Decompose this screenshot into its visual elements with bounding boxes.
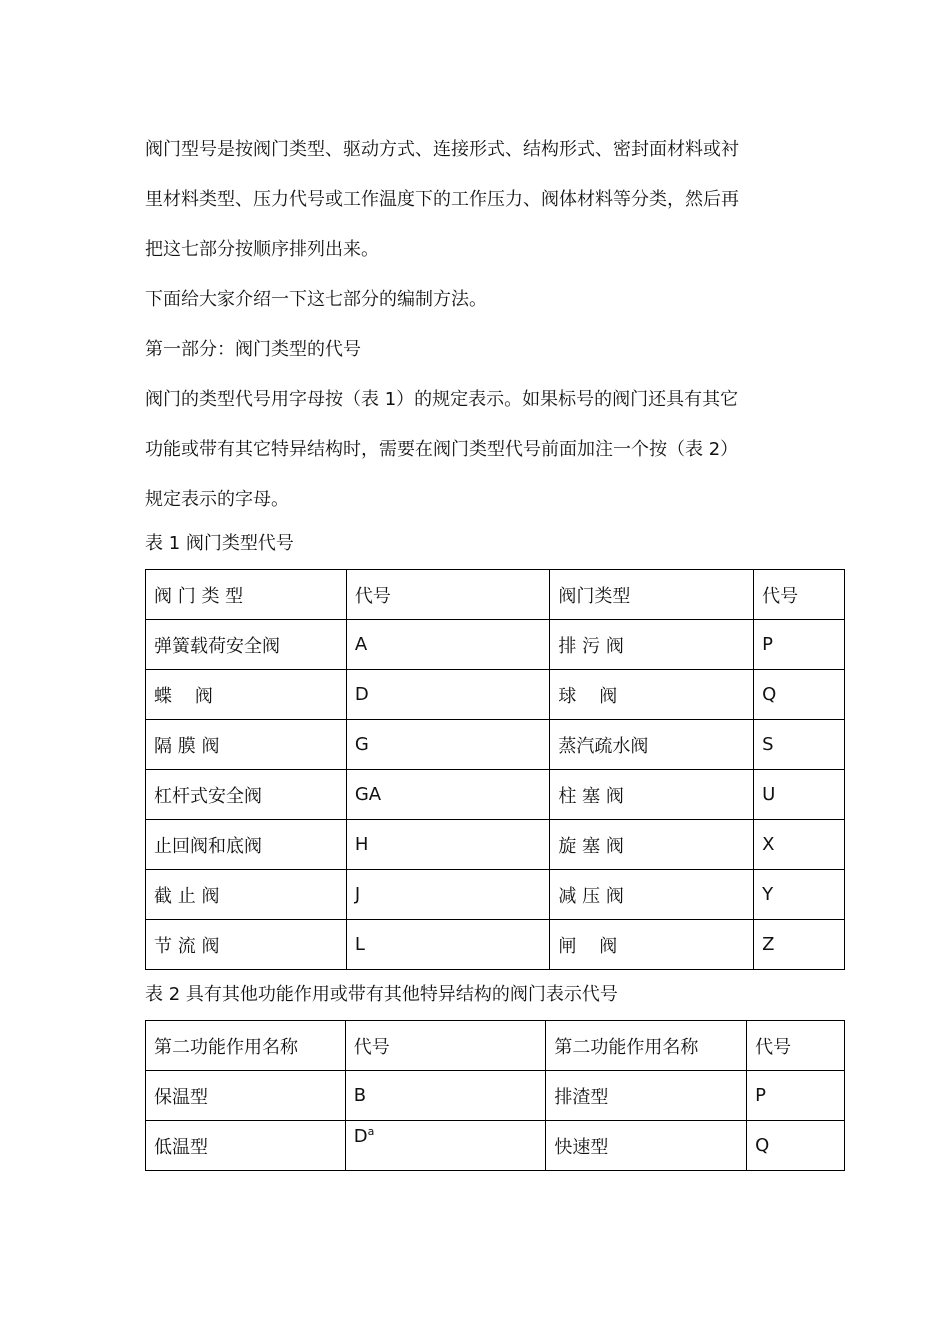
table-row [146,920,845,970]
table-row [146,870,845,920]
table-cell: 杠杆式安全阀 [146,770,347,820]
table-cell: 蒸汽疏水阀 [550,720,754,770]
table-cell: L [346,920,550,970]
table-cell: 节 流 阀 [146,920,347,970]
table-header-row [146,1021,845,1071]
section-heading-part-1: 第一部分：阀门类型的代号 [145,339,361,360]
table-cell: 排渣型 [546,1071,747,1121]
intro-p4-line-3: 规定表示的字母。 [145,489,289,510]
table-cell: Z [754,920,845,970]
table-cell: 隔 膜 阀 [146,720,347,770]
table-row [146,670,845,720]
code-text: D [353,1126,368,1147]
intro-p1-line-1: 阀门型号是按阀门类型、驱动方式、连接形式、结构形式、密封面材料或衬 [145,139,739,160]
table-cell-code-with-footnote [345,1121,546,1171]
header-cell: 代号 [345,1021,546,1071]
header-cell: 代号 [346,570,550,620]
table-1-caption: 表 1 阀门类型代号 [145,533,294,554]
header-cell: 阀门类型 [550,570,754,620]
table-row [146,1121,845,1171]
table-cell: 排 污 阀 [550,620,754,670]
table-cell: Q [754,670,845,720]
table-cell: J [346,870,550,920]
table-cell: D [346,670,550,720]
table-cell: P [754,620,845,670]
header-cell: 第二功能作用名称 [146,1021,346,1071]
table-cell: X [754,820,845,870]
table-header-row [146,570,845,620]
table-cell: 低温型 [146,1121,346,1171]
header-cell: 第二功能作用名称 [546,1021,747,1071]
table-cell: 蝶 阀 [146,670,347,720]
table-2-caption: 表 2 具有其他功能作用或带有其他特异结构的阀门表示代号 [145,984,618,1005]
intro-paragraph-1 [145,125,845,275]
table-cell: P [747,1071,845,1121]
table-cell: 球 阀 [550,670,754,720]
intro-p1-line-2: 里材料类型、压力代号或工作温度下的工作压力、阀体材料等分类，然后再 [145,189,739,210]
footnote-marker: a [367,1125,375,1138]
table-cell: GA [346,770,550,820]
intro-p4-line-1: 阀门的类型代号用字母按（表 1）的规定表示。如果标号的阀门还具有其它 [145,389,739,410]
table-cell: 闸 阀 [550,920,754,970]
table-cell: B [345,1071,546,1121]
table-cell: H [346,820,550,870]
header-cell: 代号 [754,570,845,620]
table-cell: 旋 塞 阀 [550,820,754,870]
table-row [146,720,845,770]
header-cell: 阀 门 类 型 [146,570,347,620]
table-row [146,1071,845,1121]
document-page [145,130,845,1171]
intro-p1-line-3: 把这七部分按顺序排列出来。 [145,239,379,260]
table-cell: G [346,720,550,770]
intro-paragraph-2: 下面给大家介绍一下这七部分的编制方法。 [145,289,487,310]
table-cell: 止回阀和底阀 [146,820,347,870]
table-cell: 减 压 阀 [550,870,754,920]
table-cell: U [754,770,845,820]
table-cell: 保温型 [146,1071,346,1121]
table-cell: 弹簧载荷安全阀 [146,620,347,670]
table-cell: 柱 塞 阀 [550,770,754,820]
table-cell: Y [754,870,845,920]
second-function-table [145,1020,845,1171]
intro-paragraph-4 [145,375,845,525]
table-row [146,820,845,870]
table-cell: Q [747,1121,845,1171]
table-cell: 快速型 [546,1121,747,1171]
table-row [146,770,845,820]
table-cell: 截 止 阀 [146,870,347,920]
table-row [146,620,845,670]
intro-p4-line-2: 功能或带有其它特异结构时，需要在阀门类型代号前面加注一个按（表 2） [145,439,739,460]
table-cell: S [754,720,845,770]
valve-type-table [145,569,845,970]
table-cell: A [346,620,550,670]
header-cell: 代号 [747,1021,845,1071]
